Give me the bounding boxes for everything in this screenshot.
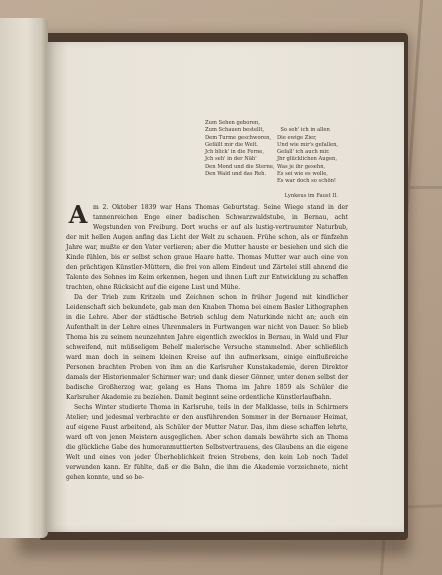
- paragraph-1: m 2. Oktober 1839 war Hans Thomas Geburtstag. Seine Wiege stand in der tannenreichen Enge einer badischen Schwarzwaldstube, in Bernau, acht Wegstunden von Freiburg. Dort wuchs er auf als lustig-vertraumter Naturbub, der mit hellen Augen anfing das Licht der Welt zu schauen. Frühe schon, als er fünfzehn Jahre war, mußte er den Vater verlieren; aber die Mutter hauste er besiehen und sich die Kinde fühlen, bis er selbst schon graue Haare hatte. Thomas Mutter war auch eine von den prächtigen Künstler-Müttern, die frei von allem Eindeut und Zärtelei still ahnend die Talente des Sohnes im Keim erkennen, hegen und ihnen Luft zur Entwicklung zu schaffen trachten, ohne Rücksicht auf die eigene Lust und Mühe.: [66, 204, 348, 291]
- drop-cap-initial: A: [68, 200, 88, 229]
- poem-right-text: So seh' ich in allen Die ewige Zier, Und wie mir's gefallen, Gefall' ich auch mir. Jhr glücklichen Augen, Was je ihr gesehn, Es sei wie es wolle, Es war doch so schön!: [277, 127, 339, 185]
- paragraph-2: Da der Trieb zum Kritzeln und Zeichnen schon in früher Jugend mit kindlicher Leidenschaft sich bekundete, gab man den Knaben Thoma bei einem Basler Lithographen in die Lehre. Aber der städtische Betrieb schlug dem Naturkinde nicht an; auch ein Aufenthalt in der Lehre eines Uhrenmalers in Furtwangen war nicht von Dauer. So blieb Thoma bis zu seinem neunzehnten Jahre eigentlich zwecklos in Bernau, in Wald und Flur schweifend, mit müßseligem Behelf malerische Versuche stammelnd. Aber schließlich ward man doch in seinem kleinen Kreise auf ihn aufmerksam, einige einflußreiche Personen brachten Proben von ihm an die Karlsruher Kunstakademie, deren Direktor damals der Historienmaler Schirmer war; und dank dieser Gönner, unter denen selbst der badische Großherzog war, gelang es Hans Thoma im Jahre 1859 als Schüler die Karlsruher Akademie zu beziehen. Damit beginnt seine ordentliche Künstlerlaufbahn.: [66, 293, 348, 401]
- paragraph-3: Sechs Winter studierte Thoma in Karlsruhe, teils in der Malklasse, teils in Schirmers Atelier; und jedesmal verbrachte er den ausführenden Sommer in der Bernauer Heimat, auf eigene Faust arbeitend, als Schüler der Mutter Natur. Das, ihm diese schaffen lehrte, ward oft von jenen Meistern ausgeglichen. Aber schon damals bewährte sich an Thoma die glückliche Gabe des humoranmuttierten Selbstvertrauens, des Glaubens an die eigene Welt und eines von jeder Überheblichkeit freien Strebens, den kein Lob noch Tadel verwunden kann. Er fühlte, daß er die Bahn, die ihm die Akademie vorzeichnete, nicht gehen konnte, und so be-: [66, 403, 348, 481]
- poem-left-stanza: Zum Sehen geboren, Zum Schauen bestellt, Dem Turme geschworen, Gefällt mir die Welt. Jch blick' in die Ferne, Jch seh' in der Näh' Den Mond und die Sterne, Den Wald und das Reh.: [205, 120, 275, 178]
- body-text: [66, 200, 348, 483]
- poem-right-stanza: [277, 120, 338, 208]
- left-page: [0, 18, 48, 538]
- poem-credit: Lynkeus im Faust II.: [284, 192, 339, 199]
- tile-grout: [410, 186, 442, 189]
